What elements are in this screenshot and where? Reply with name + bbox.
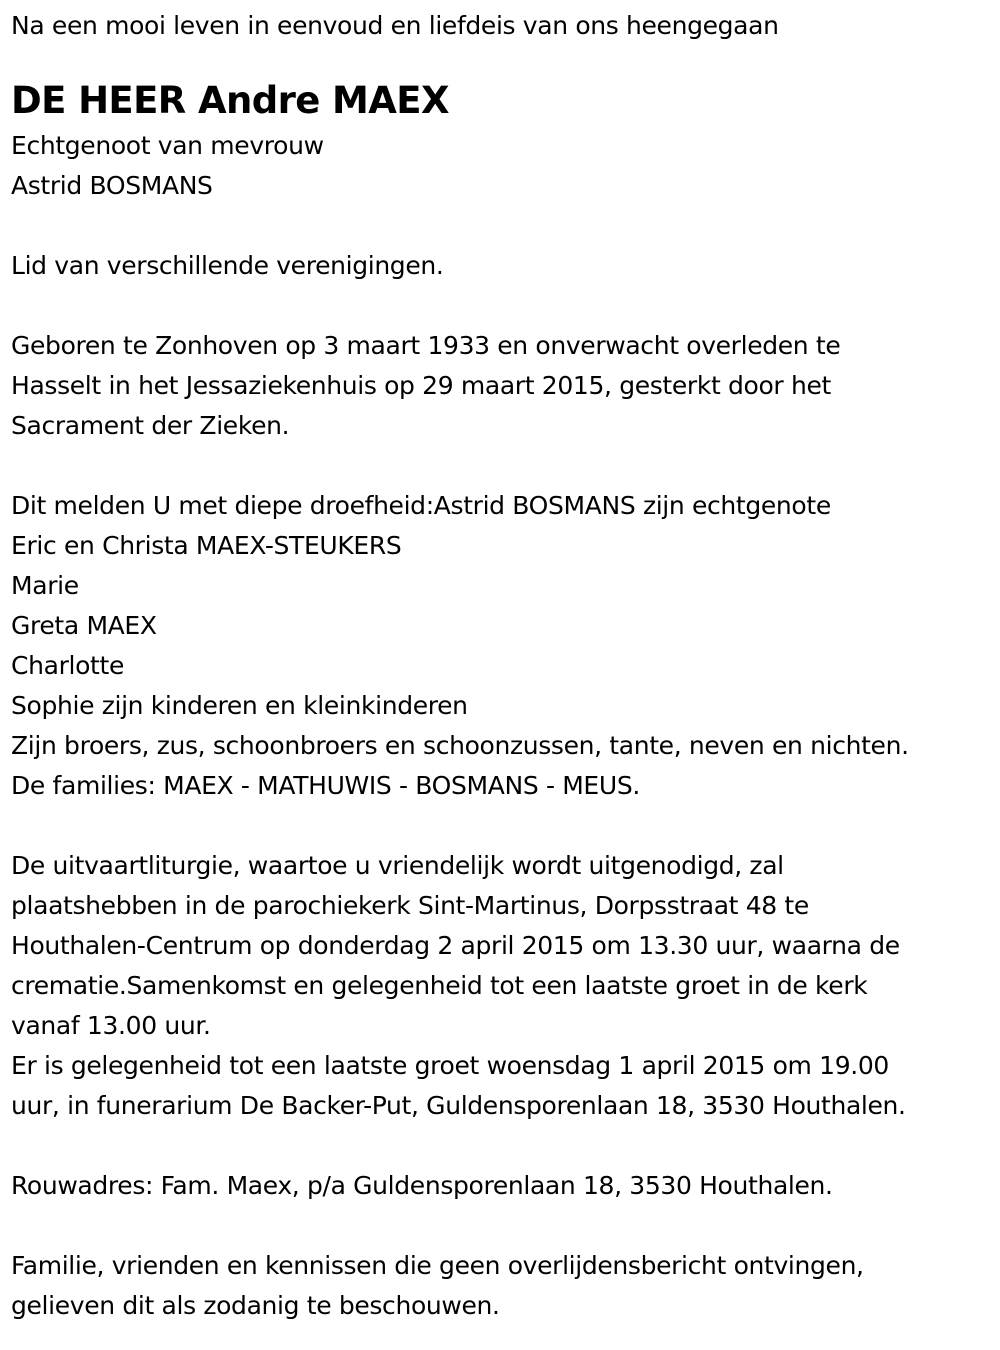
paragraph-spacer: [11, 446, 991, 486]
funeral-line: De uitvaartliturgie, waartoe u vriendelijk wordt uitgenodigd, zal: [11, 851, 784, 880]
family-line: Zijn broers, zus, schoonbroers en schoonzussen, tante, neven en nichten.: [11, 731, 909, 760]
membership-text: Lid van verschillende verenigingen.: [11, 251, 444, 280]
funeral-line: crematie.Samenkomst en gelegenheid tot een laatste groet in de kerk: [11, 971, 868, 1000]
paragraph-spacer: [11, 1126, 991, 1166]
family-line: Dit melden U met diepe droefheid:Astrid BOSMANS zijn echtgenote: [11, 491, 831, 520]
birth-death-line: Hasselt in het Jessaziekenhuis op 29 maart 2015, gesterkt door het: [11, 371, 831, 400]
family-line: Greta MAEX: [11, 611, 157, 640]
paragraph-spacer: [11, 286, 991, 326]
closing-line: Familie, vrienden en kennissen die geen overlijdensbericht ontvingen,: [11, 1251, 864, 1280]
funeral-line: Houthalen-Centrum op donderdag 2 april 2015 om 13.30 uur, waarna de: [11, 931, 900, 960]
deceased-name-title: DE HEER Andre MAEX: [11, 79, 449, 122]
family-line: De families: MAEX - MATHUWIS - BOSMANS - MEUS.: [11, 771, 640, 800]
family-line: Sophie zijn kinderen en kleinkinderen: [11, 691, 468, 720]
family-line: Eric en Christa MAEX-STEUKERS: [11, 531, 402, 560]
intro-text: Na een mooi leven in eenvoud en liefdeis van ons heengegaan: [11, 11, 779, 40]
paragraph-spacer: [11, 206, 991, 246]
funeral-line: plaatshebben in de parochiekerk Sint-Martinus, Dorpsstraat 48 te: [11, 891, 809, 920]
mourning-address: Rouwadres: Fam. Maex, p/a Guldensporenlaan 18, 3530 Houthalen.: [11, 1171, 833, 1200]
birth-death-line: Sacrament der Zieken.: [11, 411, 290, 440]
funeral-line: uur, in funerarium De Backer-Put, Guldensporenlaan 18, 3530 Houthalen.: [11, 1091, 906, 1120]
closing-line: gelieven dit als zodanig te beschouwen.: [11, 1291, 500, 1320]
funeral-line: Er is gelegenheid tot een laatste groet woensdag 1 april 2015 om 19.00: [11, 1051, 889, 1080]
funeral-line: vanaf 13.00 uur.: [11, 1011, 211, 1040]
birth-death-line: Geboren te Zonhoven op 3 maart 1933 en onverwacht overleden te: [11, 331, 841, 360]
obituary-notice: [11, 6, 991, 1326]
family-line: Charlotte: [11, 651, 124, 680]
paragraph-spacer: [11, 806, 991, 846]
spouse-name-line: Astrid BOSMANS: [11, 171, 213, 200]
spouse-line: Echtgenoot van mevrouw: [11, 131, 324, 160]
family-line: Marie: [11, 571, 79, 600]
paragraph-spacer: [11, 1206, 991, 1246]
